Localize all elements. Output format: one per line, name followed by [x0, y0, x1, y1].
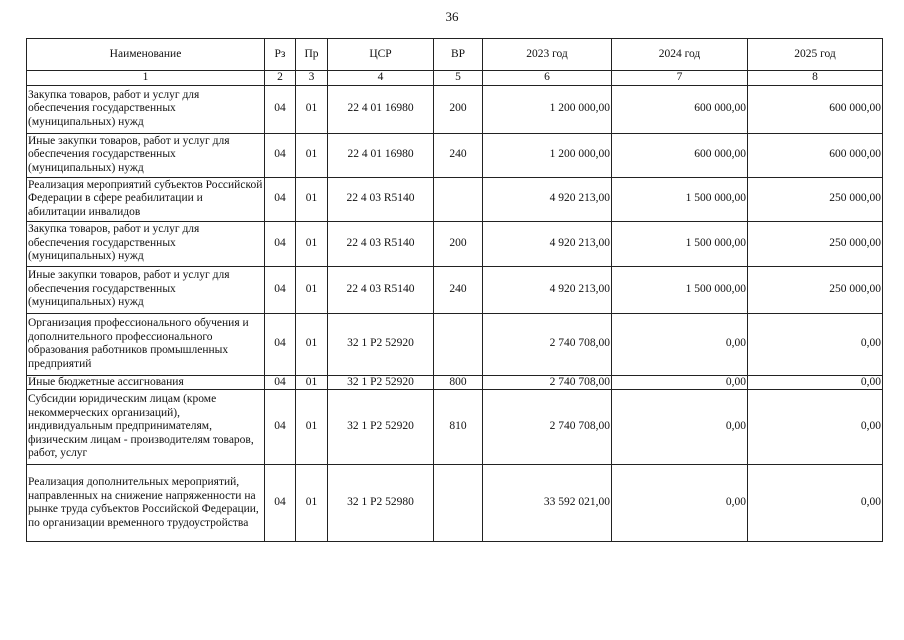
column-number: 6	[483, 71, 612, 86]
row-csr: 22 4 03 R5140	[328, 266, 434, 313]
row-amount-2024: 600 000,00	[612, 133, 748, 177]
row-pr: 01	[296, 313, 328, 375]
row-csr: 22 4 01 16980	[328, 85, 434, 133]
row-csr: 32 1 P2 52920	[328, 390, 434, 465]
header-2024: 2024 год	[612, 39, 748, 71]
table-row	[27, 85, 883, 133]
header-2025: 2025 год	[748, 39, 883, 71]
row-amount-2023: 4 920 213,00	[483, 177, 612, 221]
row-pr: 01	[296, 221, 328, 266]
row-vr: 200	[434, 221, 483, 266]
table-header-row	[27, 39, 883, 71]
row-amount-2023: 2 740 708,00	[483, 313, 612, 375]
table-row	[27, 177, 883, 221]
row-amount-2025: 250 000,00	[748, 221, 883, 266]
row-vr	[434, 177, 483, 221]
header-csr: ЦСР	[328, 39, 434, 71]
row-amount-2025: 250 000,00	[748, 177, 883, 221]
row-name: Закупка товаров, работ и услуг для обеспечения государственных (муниципальных) нужд	[27, 221, 265, 266]
row-pr: 01	[296, 375, 328, 390]
row-vr: 810	[434, 390, 483, 465]
row-vr	[434, 313, 483, 375]
row-amount-2024: 0,00	[612, 375, 748, 390]
row-amount-2023: 1 200 000,00	[483, 133, 612, 177]
table-row	[27, 133, 883, 177]
row-csr: 32 1 P2 52920	[328, 375, 434, 390]
table-row	[27, 375, 883, 390]
row-rz: 04	[265, 133, 296, 177]
row-amount-2023: 2 740 708,00	[483, 390, 612, 465]
row-amount-2025: 0,00	[748, 375, 883, 390]
row-amount-2023: 1 200 000,00	[483, 85, 612, 133]
budget-table	[26, 38, 883, 542]
row-amount-2025: 600 000,00	[748, 133, 883, 177]
row-rz: 04	[265, 313, 296, 375]
row-amount-2023: 2 740 708,00	[483, 375, 612, 390]
row-amount-2024: 1 500 000,00	[612, 221, 748, 266]
row-rz: 04	[265, 177, 296, 221]
header-rz: Рз	[265, 39, 296, 71]
row-csr: 22 4 01 16980	[328, 133, 434, 177]
row-amount-2023: 4 920 213,00	[483, 266, 612, 313]
row-name: Субсидии юридическим лицам (кроме некоммерческих организаций), индивидуальным предпринимателям, физическим лицам - производителям товаров, работ, услуг	[27, 390, 265, 465]
column-number: 8	[748, 71, 883, 86]
row-name: Реализация мероприятий субъектов Российской Федерации в сфере реабилитации и абилитации инвалидов	[27, 177, 265, 221]
row-amount-2024: 0,00	[612, 313, 748, 375]
row-rz: 04	[265, 85, 296, 133]
table-row	[27, 465, 883, 542]
row-name: Реализация дополнительных мероприятий, направленных на снижение напряженности на рынке труда субъектов Российской Федерации, по организации временного трудоустройства	[27, 465, 265, 542]
row-name: Иные закупки товаров, работ и услуг для обеспечения государственных (муниципальных) нужд	[27, 266, 265, 313]
row-amount-2025: 0,00	[748, 390, 883, 465]
row-amount-2024: 600 000,00	[612, 85, 748, 133]
table-row	[27, 313, 883, 375]
column-number: 4	[328, 71, 434, 86]
row-amount-2024: 0,00	[612, 390, 748, 465]
row-rz: 04	[265, 221, 296, 266]
table-row	[27, 266, 883, 313]
row-vr: 240	[434, 266, 483, 313]
table-row	[27, 221, 883, 266]
header-vr: ВР	[434, 39, 483, 71]
row-name: Закупка товаров, работ и услуг для обеспечения государственных (муниципальных) нужд	[27, 85, 265, 133]
row-rz: 04	[265, 266, 296, 313]
row-csr: 22 4 03 R5140	[328, 177, 434, 221]
row-name: Иные бюджетные ассигнования	[27, 375, 265, 390]
row-amount-2024: 0,00	[612, 465, 748, 542]
row-amount-2025: 0,00	[748, 313, 883, 375]
table-row	[27, 390, 883, 465]
row-vr: 800	[434, 375, 483, 390]
row-vr: 200	[434, 85, 483, 133]
row-rz: 04	[265, 465, 296, 542]
row-pr: 01	[296, 390, 328, 465]
column-number: 1	[27, 71, 265, 86]
column-number: 7	[612, 71, 748, 86]
header-2023: 2023 год	[483, 39, 612, 71]
row-amount-2024: 1 500 000,00	[612, 266, 748, 313]
column-number: 5	[434, 71, 483, 86]
row-csr: 22 4 03 R5140	[328, 221, 434, 266]
row-pr: 01	[296, 85, 328, 133]
row-amount-2025: 0,00	[748, 465, 883, 542]
row-csr: 32 1 P2 52980	[328, 465, 434, 542]
row-pr: 01	[296, 465, 328, 542]
row-amount-2025: 600 000,00	[748, 85, 883, 133]
row-csr: 32 1 P2 52920	[328, 313, 434, 375]
column-number-row	[27, 71, 883, 86]
row-pr: 01	[296, 177, 328, 221]
row-vr	[434, 465, 483, 542]
row-amount-2025: 250 000,00	[748, 266, 883, 313]
header-name: Наименование	[27, 39, 265, 71]
page-number: 36	[445, 9, 459, 24]
row-name: Иные закупки товаров, работ и услуг для обеспечения государственных (муниципальных) нужд	[27, 133, 265, 177]
row-vr: 240	[434, 133, 483, 177]
row-rz: 04	[265, 390, 296, 465]
header-pr: Пр	[296, 39, 328, 71]
column-number: 3	[296, 71, 328, 86]
row-amount-2024: 1 500 000,00	[612, 177, 748, 221]
row-amount-2023: 4 920 213,00	[483, 221, 612, 266]
row-name: Организация профессионального обучения и дополнительного профессионального образования работников промышленных предприятий	[27, 313, 265, 375]
row-pr: 01	[296, 266, 328, 313]
row-pr: 01	[296, 133, 328, 177]
column-number: 2	[265, 71, 296, 86]
row-amount-2023: 33 592 021,00	[483, 465, 612, 542]
row-rz: 04	[265, 375, 296, 390]
